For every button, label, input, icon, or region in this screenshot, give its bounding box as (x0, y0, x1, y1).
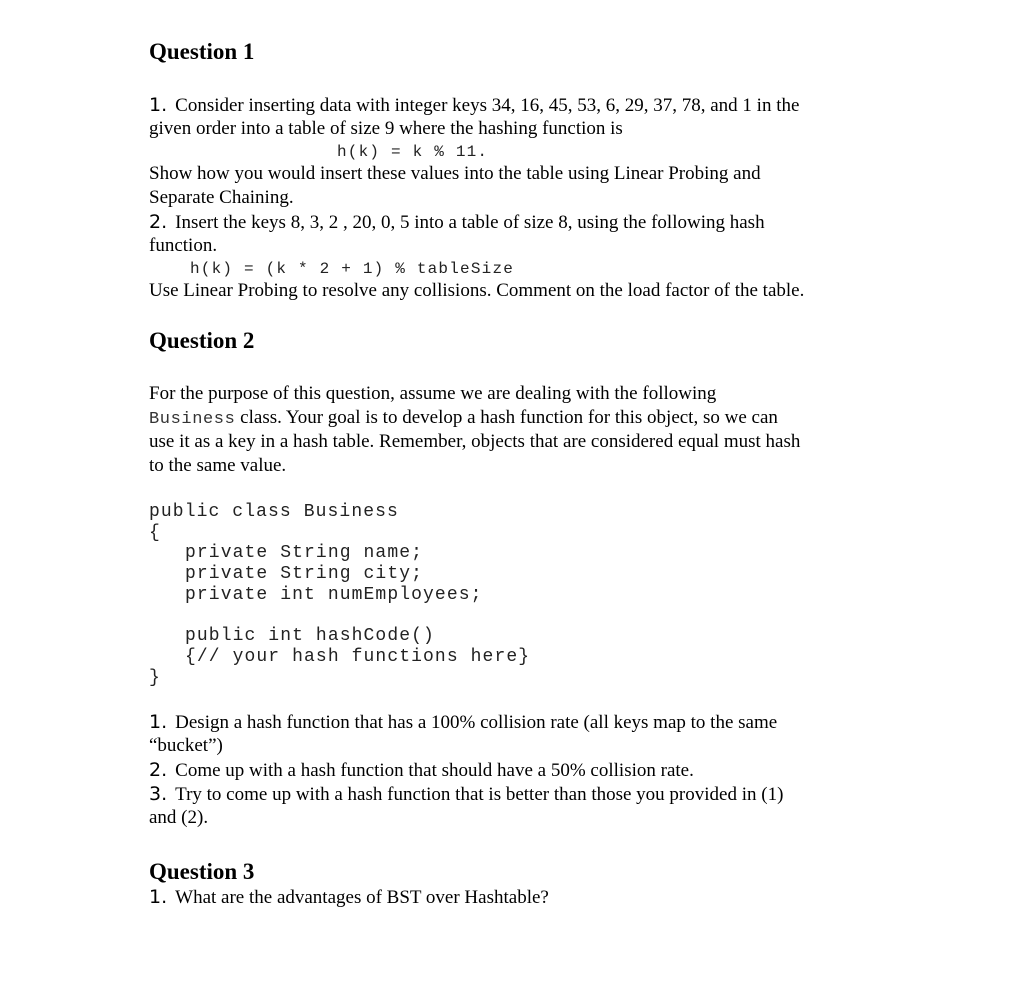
q1-item1-formula: h(k) = k % 11. (337, 143, 489, 161)
code-line-8: } (149, 668, 161, 688)
q2-item1-line2: “bucket”) (149, 735, 223, 756)
question-3-heading: Question 3 (149, 859, 255, 884)
code-line-7: {// your hash functions here} (185, 647, 531, 667)
q3-item1-line (149, 885, 889, 909)
q1-item1-number: 1. (149, 94, 168, 116)
q2-intro-line1: For the purpose of this question, assume we are dealing with the following (149, 383, 717, 404)
code-line-3: private String name; (185, 543, 424, 563)
question-2-heading: Question 2 (149, 328, 255, 353)
q1-item1-line2: given order into a table of size 9 where the hashing function is (149, 118, 623, 139)
q2-item1-number: 1. (149, 711, 168, 733)
q2-items (149, 710, 889, 830)
q2-intro-line3: use it as a key in a hash table. Remember, objects that are considered equal must hash (149, 431, 801, 452)
q2-item3-text1: Try to come up with a hash function that is better than those you provided in (1) (175, 784, 784, 805)
question-1-item-1 (149, 93, 889, 141)
q1-item1-text1: Consider inserting data with integer keys 34, 16, 45, 53, 6, 29, 37, 78, and 1 in the (175, 95, 800, 116)
q2-item3-line1 (149, 782, 889, 806)
q3-item1-number: 1. (149, 886, 168, 908)
q2-class-name: Business (149, 410, 236, 429)
q2-item2-number: 2. (149, 759, 168, 781)
code-line-2: { (149, 523, 161, 543)
q1-item1-continued (149, 162, 889, 210)
q1-item2-formula: h(k) = (k * 2 + 1) % tableSize (190, 260, 515, 278)
q1-item2-line3: Use Linear Probing to resolve any collisions. Comment on the load factor of the table. (149, 280, 805, 301)
q1-item2-number: 2. (149, 211, 168, 233)
q3-item1-text: What are the advantages of BST over Hashtable? (175, 887, 549, 908)
q2-item1-line1 (149, 710, 889, 734)
code-line-1: public class Business (149, 502, 399, 522)
q1-item2-text1: Insert the keys 8, 3, 2 , 20, 0, 5 into a table of size 8, using the following hash (175, 212, 765, 233)
q1-item1-line3: Show how you would insert these values into the table using Linear Probing and (149, 163, 761, 184)
q1-item2-line1 (149, 210, 889, 234)
question-1-item-2 (149, 210, 889, 258)
code-line-6: public int hashCode() (185, 626, 435, 646)
q1-item2-line2: function. (149, 235, 218, 256)
q2-item1-text1: Design a hash function that has a 100% collision rate (all keys map to the same (175, 712, 778, 733)
q2-intro-line2 (149, 406, 889, 430)
q2-item3-number: 3. (149, 783, 168, 805)
q1-item1-line4: Separate Chaining. (149, 187, 294, 208)
q2-intro-line4: to the same value. (149, 455, 287, 476)
q2-item3-line2: and (2). (149, 807, 209, 828)
question-1-heading: Question 1 (149, 39, 255, 64)
q2-intro (149, 382, 889, 478)
code-line-4: private String city; (185, 564, 424, 584)
q1-item1-line1 (149, 93, 889, 117)
q1-item2-continued (149, 279, 889, 303)
q2-item2-text1: Come up with a hash function that should have a 50% collision rate. (175, 760, 694, 781)
q2-item2-line1 (149, 758, 889, 782)
q3-item1 (149, 885, 889, 909)
code-line-5: private int numEmployees; (185, 585, 483, 605)
q2-intro-line2-rest: class. Your goal is to develop a hash function for this object, so we can (235, 407, 778, 428)
